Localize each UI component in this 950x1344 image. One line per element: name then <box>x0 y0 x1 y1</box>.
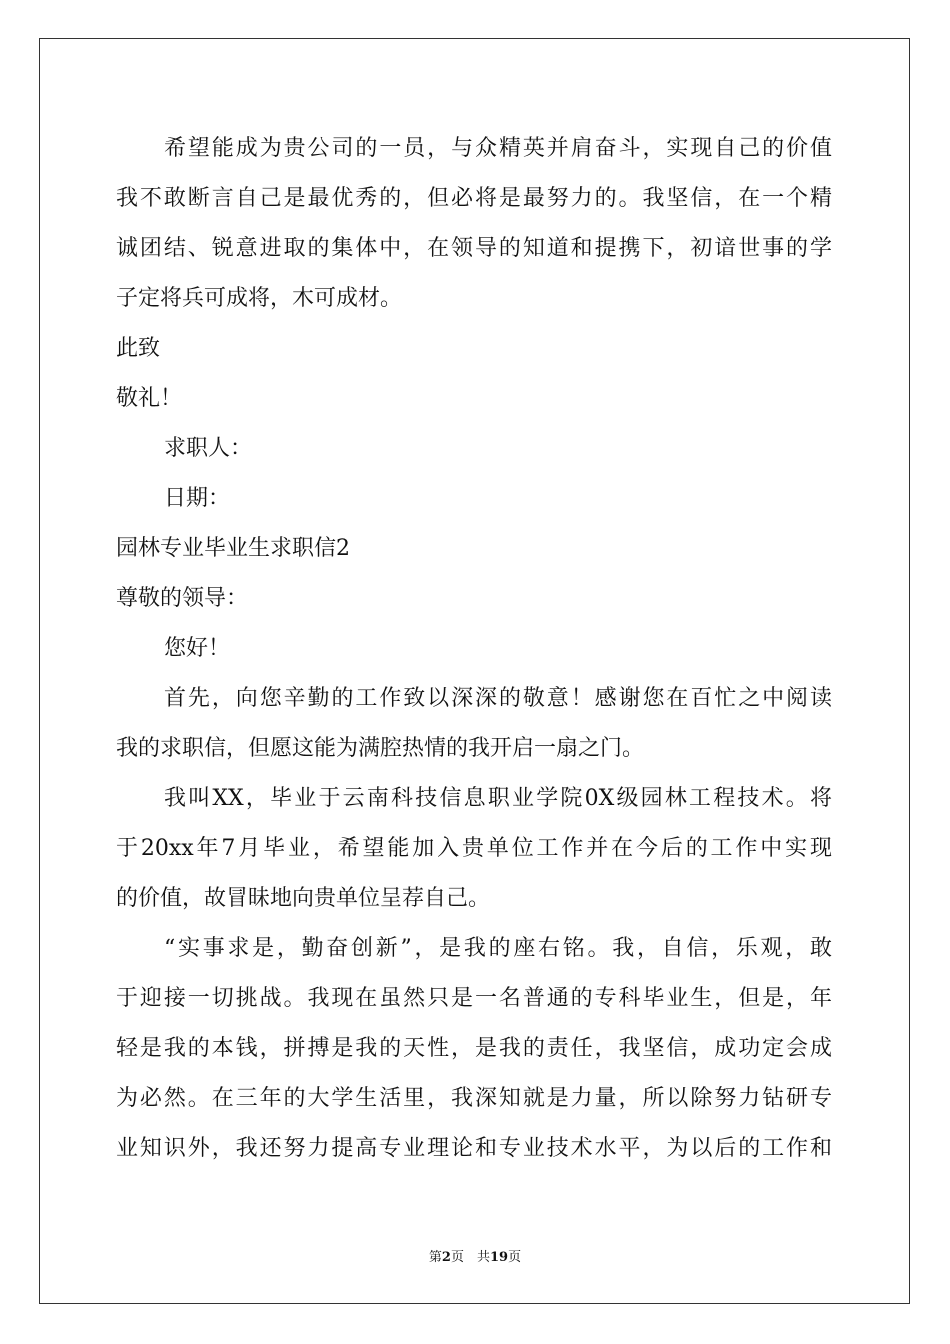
closing-line: 此致 <box>116 336 161 361</box>
salutation-line: 敬礼！ <box>116 386 183 411</box>
text-line: “实事求是，勤奋创新”，是我的座右铭。我，自信，乐观，敢 <box>164 936 832 961</box>
page-prefix: 第 <box>428 1250 442 1265</box>
page-total: 19 <box>489 1250 509 1265</box>
text-line: 轻是我的本钱，拼搏是我的天性，是我的责任，我坚信，成功定会成 <box>116 1036 832 1061</box>
text-line: 于20xx年7月毕业，希望能加入贵单位工作并在今后的工作中实现 <box>116 836 832 861</box>
text-line: 首先，向您辛勤的工作致以深深的敬意！感谢您在百忙之中阅读 <box>164 686 832 711</box>
section-title: 园林专业毕业生求职信2 <box>116 536 350 561</box>
page-mid: 页 共 <box>450 1250 490 1265</box>
date-label: 日期： <box>164 486 231 511</box>
hello-line: 您好！ <box>164 636 231 661</box>
applicant-label: 求职人： <box>164 436 253 461</box>
text-line: 业知识外，我还努力提高专业理论和专业技术水平，为以后的工作和 <box>116 1136 832 1161</box>
text-line: 我的求职信，但愿这能为满腔热情的我开启一扇之门。 <box>116 736 645 761</box>
page-border <box>39 38 910 1304</box>
text-line: 我不敢断言自己是最优秀的，但必将是最努力的。我坚信，在一个精 <box>116 186 832 211</box>
page-footer <box>0 1246 950 1265</box>
text-line: 诚团结、锐意进取的集体中，在领导的知道和提携下，初谙世事的学 <box>116 236 832 261</box>
text-line: 子定将兵可成将，木可成材。 <box>116 286 403 311</box>
text-line: 希望能成为贵公司的一员，与众精英并肩奋斗，实现自己的价值 <box>164 136 832 161</box>
text-line: 于迎接一切挑战。我现在虽然只是一名普通的专科毕业生，但是，年 <box>116 986 832 1011</box>
page-suffix: 页 <box>508 1250 522 1265</box>
page-current: 2 <box>441 1250 451 1265</box>
text-line: 的价值，故冒昧地向贵单位呈荐自己。 <box>116 886 491 911</box>
greeting-line: 尊敬的领导： <box>116 586 249 611</box>
text-line: 为必然。在三年的大学生活里，我深知就是力量，所以除努力钻研专 <box>116 1086 832 1111</box>
text-line: 我叫XX，毕业于云南科技信息职业学院0X级园林工程技术。将 <box>164 786 832 811</box>
